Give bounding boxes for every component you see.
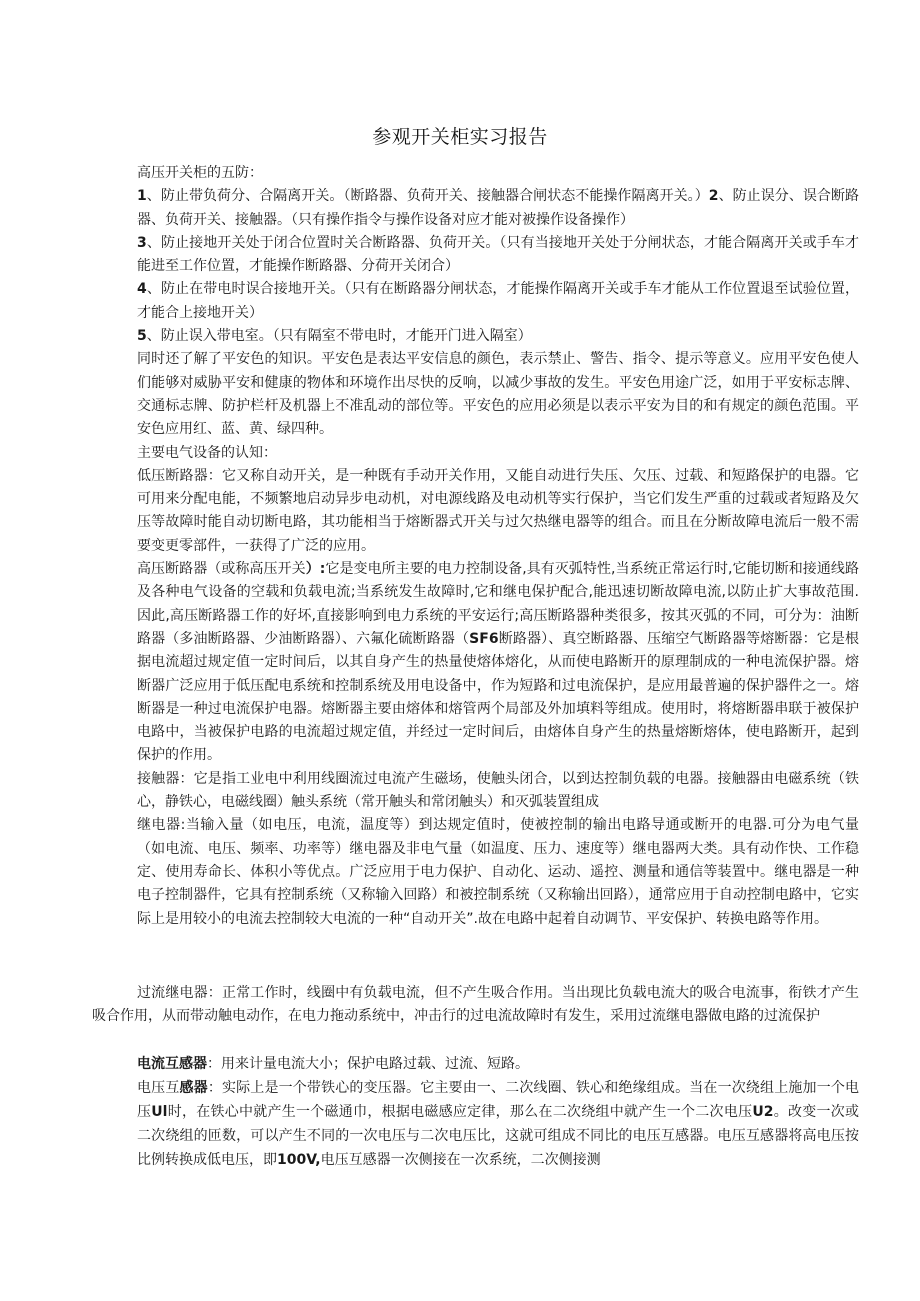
item-number-1: 1: [137, 188, 147, 205]
paragraph-main-equipment: 主要电气设备的认知：: [137, 444, 277, 461]
item-number-5: 5: [137, 328, 147, 345]
paragraph-voltage-transformer: [137, 1076, 859, 1172]
pt-label-end: 感器: [179, 1080, 208, 1096]
hv-breaker-heading-end: ）:: [305, 561, 326, 578]
prevent-3-text: 、防止接地开关处于闭合位置时关合断路器、负荷开关。（只有当接地开关处于分闸状态，才能合隔离开关或手车才能进至工作位置，才能操作断路器、分荷开关闭合）: [137, 234, 859, 275]
body-section-main: [137, 162, 859, 931]
paragraph-overcurrent-relay: 过流继电器：正常工作时，线圈中有负载电流，但不产生吸合作用。当出现比负载电流大的吸合电流事，衔铁才产生吸合作用，从而带动触电动作，在电力拖动系统中，冲击行的过电流故障时有发生，采用过流继电器做电路的过流保护: [92, 985, 859, 1025]
paragraph-safety-colors: 同时还了解了平安色的知识。平安色是表达平安信息的颜色，表示禁止、警告、指令、提示等意义。应用平安色使人们能够对威胁平安和健康的物体和环境作出尽快的反响，以减少事故的发生。平安色用途广泛，如用于平安标志牌、交通标志牌、防护栏杆及机器上不准乱动的部位等。平安色的应用必须是以表示平安为目的和有规定的颜色范围。平安色应用红、蓝、黄、绿四种。: [137, 351, 859, 438]
pt-text-a: ：实际上是一个带铁心的变压器。它主要由一、二次线圈、铁心和绝缘组成。当在一次绕组上施加一个电压: [137, 1080, 860, 1120]
item-number-3: 3: [137, 234, 147, 251]
prevent-4-text: 、防止在带电时误合接地开关。（只有在断路器分闸状态，才能操作隔离开关或手车才能从工作位置退至试验位置，才能合上接地开关）: [137, 281, 859, 321]
hv-breaker-heading: 高压断路器（或称高压开关: [137, 561, 306, 578]
paragraph-relay: 继电器:当输入量（如电压，电流，温度等）到达规定值时，使被控制的输出电路导通或断开的电器.可分为电气量（如电流、电压、频率、功率等）继电器及非电气量（如温度、压力、速度等）继电器两大类。具有动作快、工作稳定、使用寿命长、体积小等优点。广泛应用于电力保护、自动化、运动、遥控、测量和通信等装置中。继电器是一种电子控制器件，它具有控制系统（又称输入回路）和被控制系统（又称输出回路），通常应用于自动控制电路中，它实际上是用较小的电流去控制较大电流的一种“自动开关”.故在电路中起着自动调节、平安保护、转换电路等作用。: [137, 817, 859, 927]
pt-text-d: 电压互感器一次侧接在一次系统，二次侧接测: [320, 1152, 601, 1168]
page-title: 参观开关柜实习报告: [372, 126, 548, 148]
ct-text: ：用来计量电流大小；保护电路过载、过流、短路。: [207, 1056, 529, 1072]
prevent-2-text: 、防止误分、误合断路器、负荷开关、接触器。（只有操作指令与操作设备对应才能对被操作设备操作）: [137, 188, 860, 228]
pt-text-c: 。改变一次或二次绕组的匝数，可以产生不同的一次电压与二次电压比，这就可组成不同比的电压互感器。电压互感器将高电压按比例转换成低电压，即: [137, 1104, 860, 1168]
item-number-4: 4: [137, 281, 147, 298]
pt-label-start: 电压互: [137, 1080, 180, 1096]
paragraph-prevent-1-2: [137, 185, 859, 232]
prevent-1-text: 、防止带负荷分、合隔离开关。（断路器、负荷开关、接触器合闸状态不能操作隔离开关。）: [146, 188, 709, 205]
hv-breaker-fuse-text: 断路器）、真空断路器、压缩空气断路器等熔断器：它是根据电流超过规定值一定时间后，以其自身产生的热量使熔体熔化，从而使电路断开的原理制成的一种电流保护器。熔断器广泛应用于低压配电系统和控制系统及用电设备中，作为短路和过电流保护，是应用最普遍的保护器件之一。熔断器是一种过电流保护电器。熔断器主要由熔体和熔管两个局部及外加填料等组成。使用时，将熔断器串联于被保护电路中，当被保护电路的电流超过规定值，并经过一定时间后，由熔体自身产生的热量熔断熔体，使电路断开，起到保护的作用。: [137, 630, 859, 764]
prevent-5-text: 、防止误入带电室。（只有隔室不带电时，才能开门进入隔室）: [146, 328, 532, 345]
pt-u2: U2: [752, 1104, 774, 1120]
paragraph-five-prevent: 高压开关柜的五防：: [137, 165, 263, 181]
paragraph-current-transformer: [137, 1052, 859, 1076]
paragraph-prevent-3: [137, 232, 859, 279]
sf6-label: SF6: [469, 630, 499, 647]
pt-100v: 100V,: [277, 1152, 321, 1168]
body-section-overcurrent: [92, 982, 859, 1029]
hv-breaker-text: 它是变电所主要的电力控制设备,具有灭弧特性,当系统正常运行时,它能切断和接通线路及各种电气设备的空载和负载电流;当系统发生故障时,它和继电保护配合,能迅速切断故障电流,以防止扩大事故范围.因此,高压断路器工作的好坏,直接影响到电力系统的平安运行;高压断路器种类很多，按其灭弧的不同，可分为：油断路器（多油断路器、少油断路器）、六氟化硫断路器（: [137, 561, 859, 647]
paragraph-low-voltage-breaker: 低压断路器：它又称自动开关，是一种既有手动开关作用，又能自动进行失压、欠压、过载、和短路保护的电器。它可用来分配电能，不频繁地启动异步电动机，对电源线路及电动机等实行保护，当它们发生严重的过载或者短路及欠压等故障时能自动切断电路，其功能相当于熔断器式开关与过欠热继电器等的组合。而且在分断故障电流后一般不需要变更零部件，一获得了广泛的应用。: [137, 467, 859, 554]
item-number-2: 2: [708, 188, 719, 205]
paragraph-contactor: 接触器：它是指工业电中利用线圈流过电流产生磁场，使触头闭合，以到达控制负载的电器。接触器由电磁系统（铁心，静铁心，电磁线圈）触头系统（常开触头和常闭触头）和灭弧装置组成: [137, 770, 859, 811]
pt-text-b: 时，在铁心中就产生一个磁通巾，根据电磁感应定律，那么在二次绕组中就产生一个二次电压: [167, 1104, 753, 1120]
body-section-transformers: [137, 1052, 859, 1172]
ct-label: 电流互感器: [137, 1056, 207, 1072]
paragraph-high-voltage-breaker: [137, 558, 859, 768]
paragraph-prevent-5: [137, 325, 859, 348]
pt-u1: Ul: [151, 1104, 168, 1120]
paragraph-prevent-4: [137, 278, 859, 325]
